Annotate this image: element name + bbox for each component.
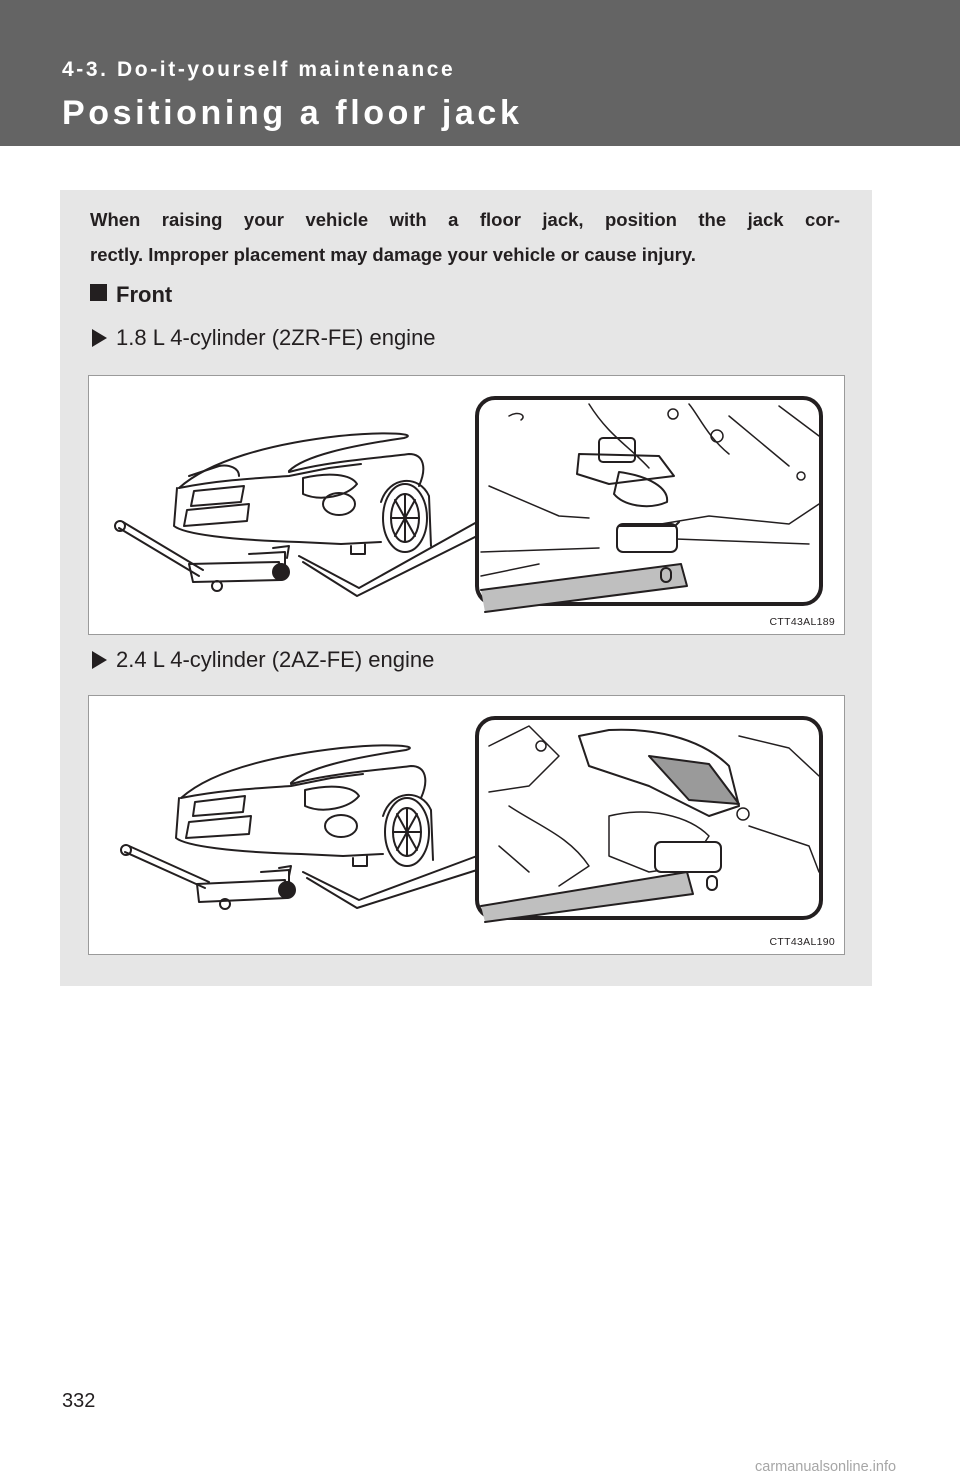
watermark: carmanualsonline.info bbox=[755, 1459, 897, 1475]
car-jack-illustration bbox=[89, 696, 846, 956]
section-label: 4-3. Do-it-yourself maintenance bbox=[62, 58, 456, 81]
section-header-bar bbox=[0, 0, 960, 146]
triangle-bullet-icon bbox=[92, 329, 107, 347]
subheading-label: Front bbox=[116, 282, 173, 307]
intro-line-2: rectly. Improper placement may damage your vehicle or cause injury. bbox=[90, 244, 696, 265]
subheading-front bbox=[90, 282, 172, 308]
figure-code: CTT43AL190 bbox=[769, 936, 835, 948]
page-number: 332 bbox=[62, 1390, 96, 1412]
engine-item-1 bbox=[92, 325, 436, 351]
intro-text bbox=[90, 202, 840, 272]
figure-code: CTT43AL189 bbox=[769, 616, 835, 628]
intro-line-1: When raising your vehicle with a floor jack, position the jack cor- bbox=[90, 209, 840, 230]
figure-jack-2az bbox=[88, 695, 845, 955]
engine-item-label: 2.4 L 4-cylinder (2AZ-FE) engine bbox=[116, 647, 435, 672]
engine-item-2 bbox=[92, 647, 434, 673]
square-bullet-icon bbox=[90, 284, 107, 301]
car-jack-illustration bbox=[89, 376, 846, 636]
triangle-bullet-icon bbox=[92, 651, 107, 669]
figure-jack-2zr bbox=[88, 375, 845, 635]
engine-item-label: 1.8 L 4-cylinder (2ZR-FE) engine bbox=[116, 325, 436, 350]
page-title: Positioning a floor jack bbox=[62, 94, 523, 132]
